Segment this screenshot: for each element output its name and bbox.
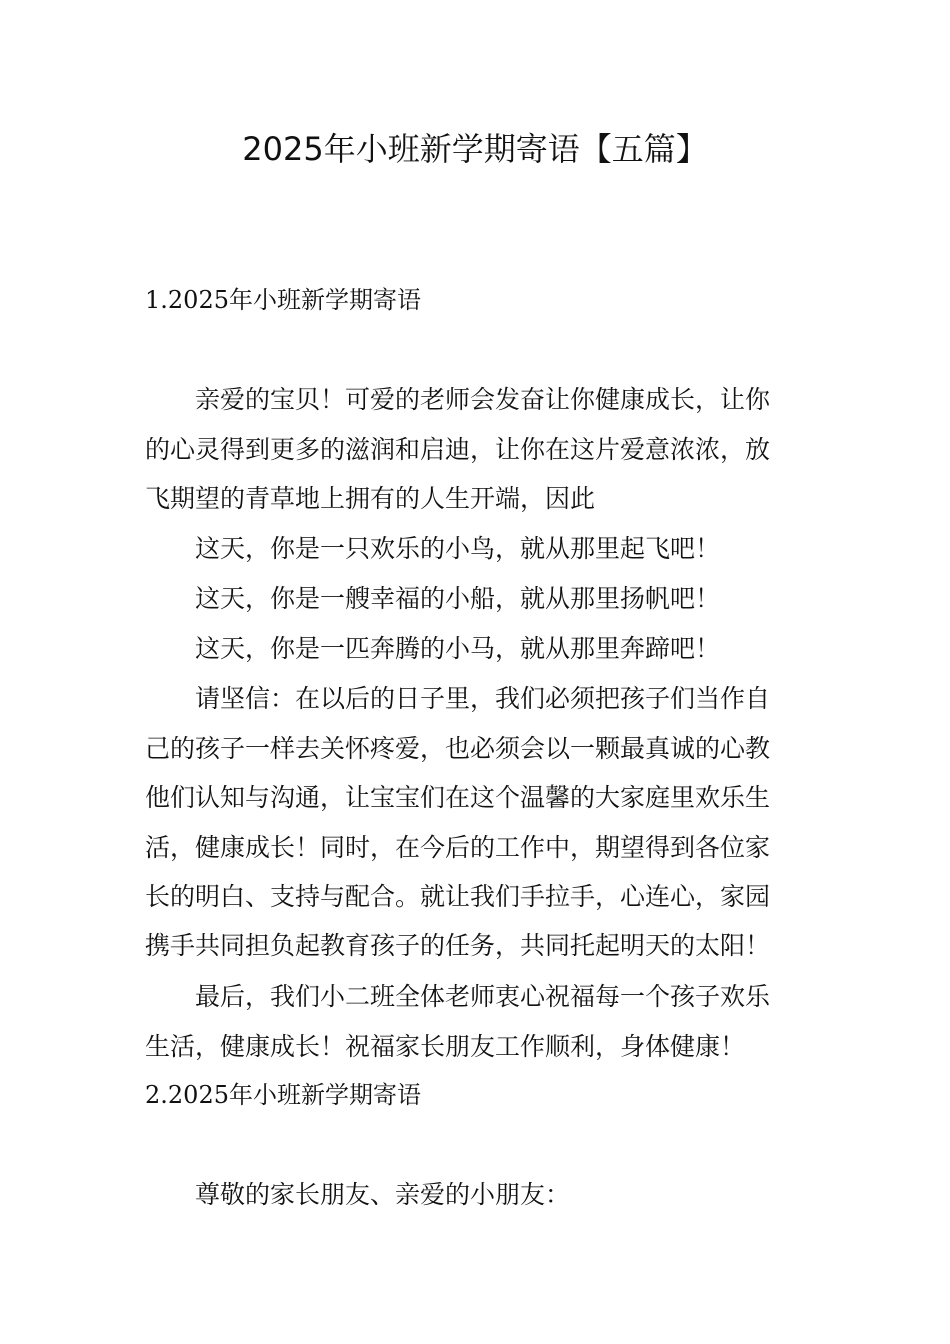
paragraph-line: 这天，你是一只欢乐的小鸟，就从那里起飞吧！ xyxy=(195,534,721,563)
document-title: 2025年小班新学期寄语【五篇】 xyxy=(242,130,708,168)
section-1-heading: 1.2025年小班新学期寄语 xyxy=(145,286,421,314)
paragraph-line: 飞期望的青草地上拥有的人生开端，因此 xyxy=(145,484,596,513)
paragraph-line: 这天，你是一艘幸福的小船，就从那里扬帆吧！ xyxy=(195,584,721,613)
paragraph-line: 他们认知与沟通，让宝宝们在这个温馨的大家庭里欢乐生 xyxy=(145,783,771,812)
paragraph-line: 生活，健康成长！祝福家长朋友工作顺利，身体健康！ xyxy=(145,1032,746,1061)
section-2-heading: 2.2025年小班新学期寄语 xyxy=(145,1081,421,1109)
paragraph-line: 己的孩子一样去关怀疼爱，也必须会以一颗最真诚的心教 xyxy=(145,734,771,763)
paragraph-line: 请坚信：在以后的日子里，我们必须把孩子们当作自 xyxy=(195,684,771,713)
paragraph-line: 的心灵得到更多的滋润和启迪，让你在这片爱意浓浓，放 xyxy=(145,435,771,464)
paragraph-line: 长的明白、支持与配合。就让我们手拉手，心连心，家园 xyxy=(145,882,771,911)
paragraph-line: 最后，我们小二班全体老师衷心祝福每一个孩子欢乐 xyxy=(195,982,771,1011)
paragraph-line: 亲爱的宝贝！可爱的老师会发奋让你健康成长，让你 xyxy=(195,385,771,414)
paragraph-line: 尊敬的家长朋友、亲爱的小朋友： xyxy=(195,1180,571,1209)
paragraph-line: 活，健康成长！同时，在今后的工作中，期望得到各位家 xyxy=(145,833,771,862)
paragraph-line: 这天，你是一匹奔腾的小马，就从那里奔蹄吧！ xyxy=(195,634,721,663)
paragraph-line: 携手共同担负起教育孩子的任务，共同托起明天的太阳！ xyxy=(145,931,771,960)
